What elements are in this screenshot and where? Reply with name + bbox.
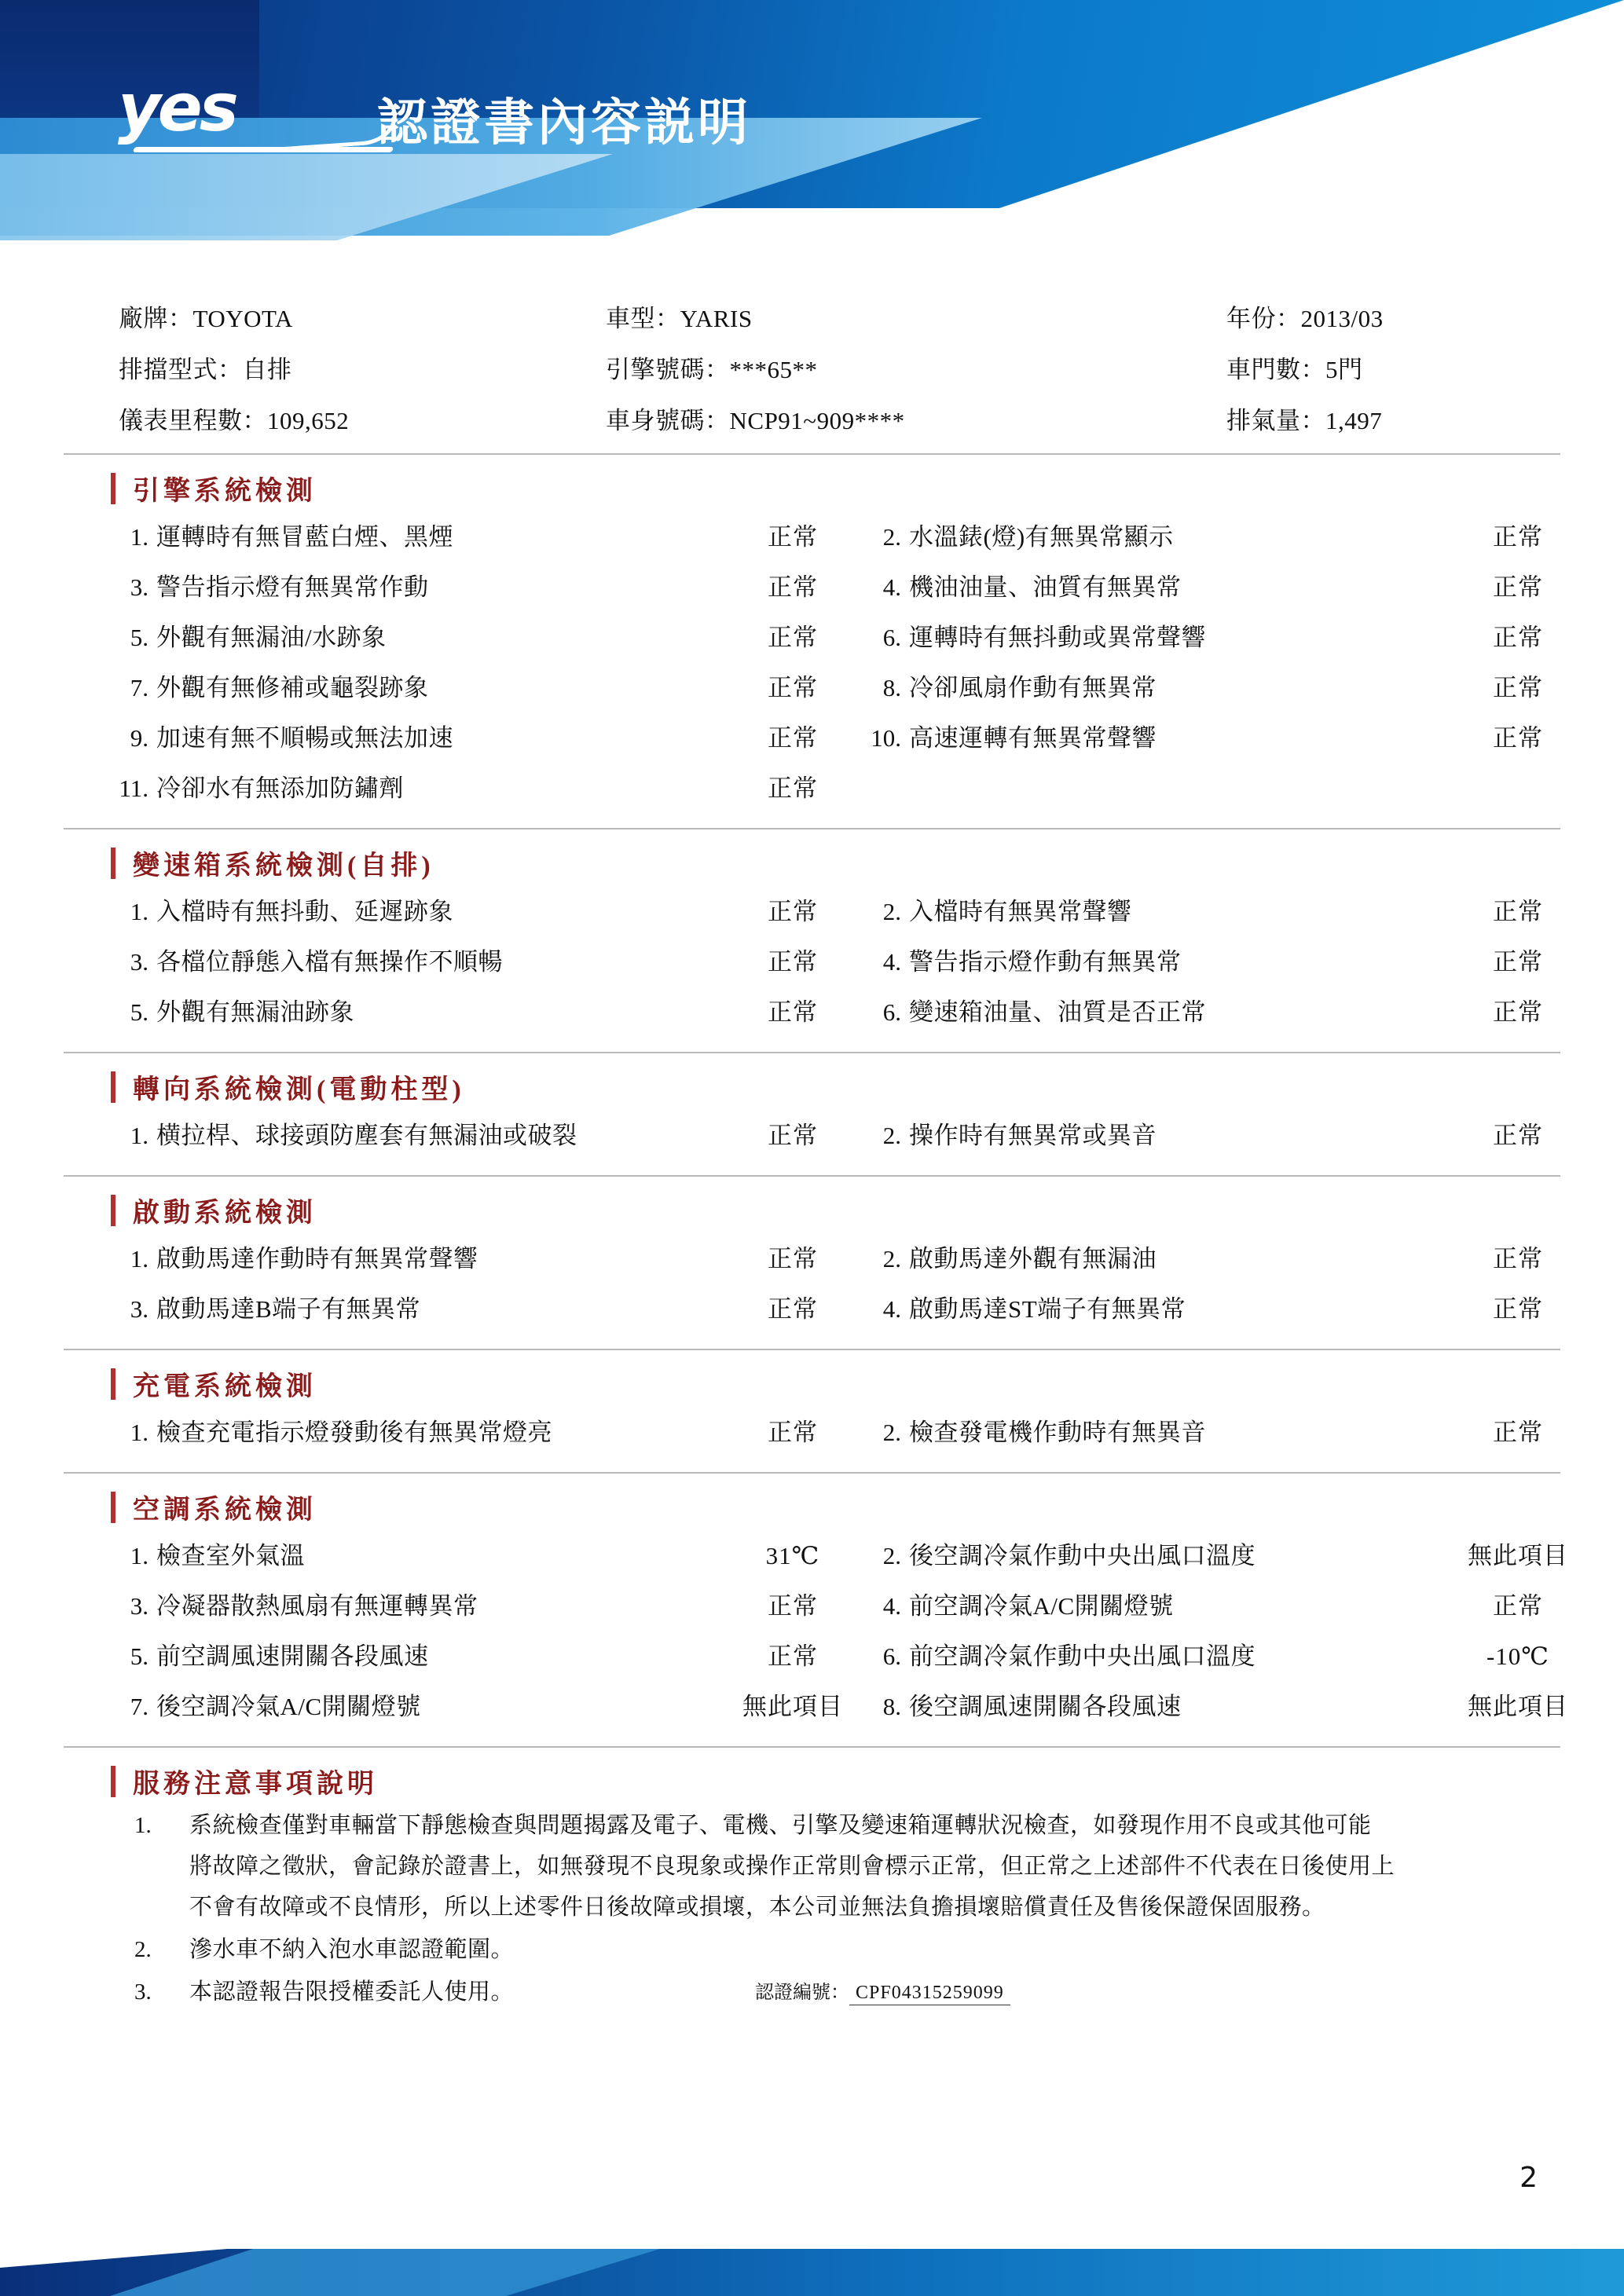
item-result-value: 正常 [1493,948,1543,976]
item-number: 7. [130,1693,148,1720]
vehicle-info-item: 車型：YARIS [606,305,753,332]
item-result-value: 正常 [768,898,818,925]
note-line: 不會有故障或不良情形，所以上述零件日後故障或損壞，本公司並無法負擔損壞賠償責任及售後保證保固服務。 [189,1895,1325,1920]
vehicle-info-block [64,298,1560,455]
notes-title: 服務注意事項說明 [133,1770,378,1799]
item-result-value: 無此項目 [1468,1542,1568,1569]
item-result-value: 正常 [1493,624,1543,651]
item-result-value: 正常 [1493,1592,1543,1620]
item-result-value: 正常 [1493,1122,1543,1149]
item-number: 7. [130,674,148,701]
item-number: 6. [882,998,901,1026]
item-result-value: 正常 [1493,573,1543,601]
item-label: 啟動馬達作動時有無異常聲響 [156,1245,478,1273]
item-label: 機油油量、油質有無異常 [909,573,1182,601]
item-result-value: 正常 [768,674,818,701]
item-label: 高速運轉有無異常聲響 [909,724,1157,752]
note-line: 將故障之徵狀，會記錄於證書上，如無發現不良現象或操作正常則會標示正常，但正常之上述部件不代表在日後使用上 [189,1854,1395,1879]
item-label: 外觀有無漏油/水跡象 [156,624,387,651]
item-number: 1. [130,523,148,551]
section-title: 充電系統檢測 [133,1372,317,1401]
item-number: 6. [882,1642,901,1670]
note-number: 3. [134,1979,152,2005]
section-marker-icon [111,1195,115,1226]
vehicle-info-item: 車身號碼：NCP91~909**** [606,407,905,434]
item-result-value: 正常 [768,998,818,1026]
item-result-value: 正常 [768,1592,818,1620]
notes-title-row [64,1762,1560,1800]
section-rows [64,887,1560,1038]
item-label: 檢查室外氣溫 [156,1542,305,1569]
item-number: 3. [130,1295,148,1323]
note-number: 1. [134,1813,152,1838]
item-label: 前空調冷氣作動中央出風口溫度 [909,1642,1256,1670]
inspection-row [111,987,1560,1038]
item-label: 警告指示燈作動有無異常 [909,948,1182,976]
vehicle-info-item: 儀表里程數：109,652 [119,407,350,434]
inspection-row [111,1682,1568,1732]
item-number: 2. [882,1245,901,1273]
item-number: 5. [130,1642,148,1670]
item-result-value: 無此項目 [1468,1693,1568,1720]
service-notes-section [64,1748,1560,2004]
inspection-row [111,562,1560,613]
item-label: 外觀有無漏油跡象 [156,998,354,1026]
item-number: 2. [882,1542,901,1569]
inspection-section [64,1053,1560,1177]
page-header [0,0,1624,298]
item-result-value: 正常 [768,573,818,601]
item-label: 檢查充電指示燈發動後有無異常燈亮 [156,1419,552,1446]
inspection-section [64,455,1560,829]
item-label: 冷卻水有無添加防鏽劑 [156,774,404,802]
section-title-row [64,1067,1560,1106]
item-label: 冷卻風扇作動有無異常 [909,674,1157,701]
inspection-row [111,1408,1560,1458]
vehicle-info-item: 引擎號碼：***65** [606,356,818,383]
item-number: 2. [882,1419,901,1446]
item-number: 5. [130,998,148,1026]
item-result-value: 正常 [768,1122,818,1149]
item-label: 冷凝器散熱風扇有無運轉異常 [156,1592,478,1620]
note-line: 系統檢查僅對車輛當下靜態檢查與問題揭露及電子、電機、引擎及變速箱運轉狀況檢查，如發現作用不良或其他可能 [189,1813,1372,1838]
item-number: 11. [119,774,148,802]
logo-underline [133,147,394,152]
item-label: 加速有無不順暢或無法加速 [156,724,453,752]
note-line: 本認證報告限授權委託人使用。 [189,1979,515,2005]
section-title-row [64,469,1560,507]
inspection-row [111,1234,1560,1284]
item-result-value: 無此項目 [742,1693,843,1720]
inspection-row [111,937,1560,987]
item-result-value: 正常 [1493,898,1543,925]
item-result-value: 正常 [768,523,818,551]
item-number: 2. [882,898,901,925]
item-label: 外觀有無修補或龜裂跡象 [156,674,429,701]
item-number: 9. [130,724,148,752]
section-marker-icon [111,848,115,879]
item-label: 入檔時有無抖動、延遲跡象 [156,898,453,925]
item-label: 各檔位靜態入檔有無操作不順暢 [156,948,503,976]
item-label: 操作時有無異常或異音 [909,1122,1157,1149]
item-result-value: 正常 [768,774,818,802]
section-rows [64,512,1560,814]
item-number: 1. [130,898,148,925]
item-number: 4. [882,1295,901,1323]
item-result-value: 正常 [768,1245,818,1273]
logo-wordmark: yes [118,69,236,146]
section-title: 變速箱系統檢測(自排) [133,851,434,881]
item-label: 啟動馬達外觀有無漏油 [909,1245,1157,1273]
section-title-row [64,844,1560,882]
item-number: 1. [130,1542,148,1569]
vehicle-info-item: 廠牌：TOYOTA [119,305,293,332]
inspection-row [111,713,1560,764]
certificate-number-value: CPF04315259099 [849,1983,1010,2005]
page-title: 認證書內容説明 [377,94,751,152]
item-number: 3. [130,1592,148,1620]
item-label: 後空調冷氣A/C開關燈號 [156,1693,421,1720]
certificate-number-label: 認證編號： [755,1983,849,2003]
item-number: 2. [882,523,901,551]
section-title-row [64,1191,1560,1229]
item-label: 變速箱油量、油質是否正常 [909,998,1206,1026]
inspection-row [111,512,1560,562]
item-label: 檢查發電機作動時有無異音 [909,1419,1206,1446]
section-title: 空調系統檢測 [133,1496,317,1525]
item-result-value: 正常 [1493,1419,1543,1446]
inspection-row [111,613,1560,663]
item-result-value: 正常 [768,1642,818,1670]
item-label: 後空調冷氣作動中央出風口溫度 [909,1542,1256,1569]
inspection-row [111,1531,1568,1581]
section-title-row [64,1488,1560,1526]
note-line: 滲水車不納入泡水車認證範圍。 [189,1937,515,1962]
item-result-value: 正常 [1493,523,1543,551]
page-footer [0,2210,1624,2296]
item-number: 6. [882,624,901,651]
item-result-value: 正常 [1493,1295,1543,1323]
item-label: 水溫錶(燈)有無異常顯示 [909,523,1174,551]
item-label: 運轉時有無抖動或異常聲響 [909,624,1206,651]
item-result-value: 正常 [1493,998,1543,1026]
inspection-row [111,1581,1560,1631]
section-title: 轉向系統檢測(電動柱型) [133,1075,465,1104]
item-label: 運轉時有無冒藍白煙、黑煙 [156,523,453,551]
page-content [0,298,1624,2004]
inspection-section [64,1177,1560,1350]
item-number: 8. [882,1693,901,1720]
section-rows [64,1111,1560,1161]
item-number: 8. [882,674,901,701]
item-result-value: 正常 [1493,674,1543,701]
item-number: 3. [130,948,148,976]
inspection-row [111,1111,1560,1161]
section-title-row [64,1364,1560,1403]
note-item [134,1805,1529,1928]
item-result-value: 正常 [768,948,818,976]
item-number: 1. [130,1419,148,1446]
item-number: 10. [871,724,901,752]
section-marker-icon [111,1766,115,1797]
item-result-value: 正常 [1493,1245,1543,1273]
section-title: 啟動系統檢測 [133,1199,317,1228]
item-result-value: 正常 [768,1419,818,1446]
inspection-row [111,1284,1560,1335]
inspection-sections [64,455,1568,1748]
page-number: 2 [1520,2162,1538,2194]
section-title: 引擎系統檢測 [133,477,317,506]
yes-logo [118,69,361,161]
item-result-value: 31℃ [765,1542,820,1569]
item-label: 警告指示燈有無異常作動 [156,573,429,601]
inspection-section [64,1474,1568,1748]
note-item [134,1929,1529,1970]
inspection-row [111,1631,1560,1682]
inspection-row [111,663,1560,713]
inspection-section [64,1350,1560,1474]
item-number: 5. [130,624,148,651]
item-number: 2. [882,1122,901,1149]
item-label: 前空調風速開關各段風速 [156,1642,429,1670]
item-result-value: 正常 [768,724,818,752]
section-marker-icon [111,1492,115,1523]
inspection-section [64,829,1560,1053]
section-rows [64,1234,1560,1335]
item-label: 前空調冷氣A/C開關燈號 [909,1592,1174,1620]
item-number: 4. [882,1592,901,1620]
item-number: 1. [130,1122,148,1149]
section-marker-icon [111,1368,115,1400]
item-number: 4. [882,948,901,976]
item-result-value: 正常 [1493,724,1543,752]
item-label: 後空調風速開關各段風速 [909,1693,1182,1720]
note-number: 2. [134,1937,152,1962]
item-label: 入檔時有無異常聲響 [909,898,1132,925]
vehicle-info-item: 排氣量：1,497 [1226,407,1383,434]
vehicle-info-item: 排擋型式：自排 [119,356,292,383]
section-marker-icon [111,473,115,504]
item-result-value: -10℃ [1486,1642,1549,1670]
section-marker-icon [111,1071,115,1103]
section-rows [64,1531,1568,1732]
section-rows [64,1408,1560,1458]
note-text [189,1929,1529,1970]
item-number: 1. [130,1245,148,1273]
item-result-value: 正常 [768,1295,818,1323]
item-label: 啟動馬達ST端子有無異常 [909,1295,1186,1323]
inspection-row [111,887,1560,937]
item-label: 啟動馬達B端子有無異常 [156,1295,421,1323]
item-number: 4. [882,573,901,601]
item-result-value: 正常 [768,624,818,651]
item-label: 横拉桿、球接頭防塵套有無漏油或破裂 [156,1122,577,1149]
vehicle-info-item: 車門數：5門 [1226,356,1363,383]
item-number: 3. [130,573,148,601]
note-text [189,1805,1529,1928]
inspection-row [111,764,1560,814]
vehicle-info-item: 年份：2013/03 [1226,305,1384,332]
